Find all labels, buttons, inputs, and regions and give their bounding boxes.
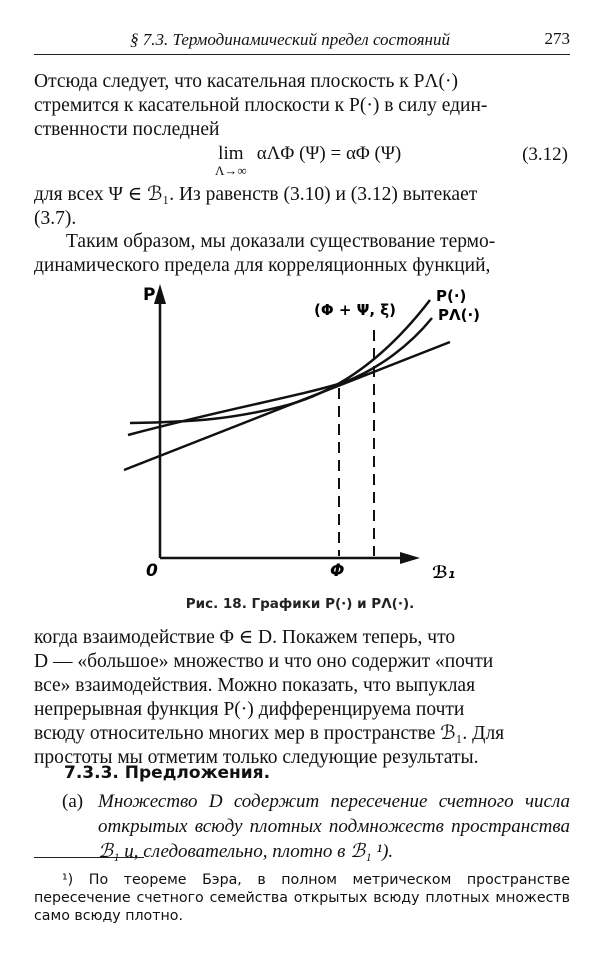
curve-p-lambda-label: PΛ(·) [438, 306, 481, 324]
footnote: ¹) По теореме Бэра, в полном метрическом пространстве пересечение счетного семейства открытых всюду плотных множеств само всюду плотно. [34, 872, 570, 924]
paragraph-1 [34, 70, 570, 142]
equation-number: (3.12) [522, 144, 568, 165]
section-title: 7.3.3. Предложения. [64, 763, 271, 783]
paragraph-4-line-4: непрерывная функция P(·) дифференцируема почти [34, 699, 465, 720]
phi-label: Φ [330, 561, 345, 581]
formula-lim-subscript: Λ→∞ [215, 163, 247, 178]
paragraph-4-line-5: всюду относительно многих мер в пространстве ℬ₁. Для [34, 723, 505, 744]
proposition-label: (а) [62, 791, 84, 812]
paragraph-4-line-2: D — «большое» множество и что оно содержит «почти [34, 651, 494, 672]
footnote-divider [34, 857, 144, 858]
running-head: § 7.3. Термодинамический предел состояний [130, 30, 450, 49]
x-axis-label: ℬ₁ [432, 563, 456, 583]
origin-label: 0 [146, 561, 158, 581]
paragraph-4 [34, 626, 570, 770]
paragraph-4-line-3: все» взаимодействия. Можно показать, что выпуклая [34, 675, 476, 696]
paragraph-4-line-6: простоты мы отметим только следующие результаты. [34, 747, 479, 768]
proposition-text: Множество D содержит пересечение счетного числа открытых всюду плотных подмножеств пространства ℬ₁ и, следовательно, плотно в ℬ₁ ¹). [98, 791, 570, 862]
paragraph-1-line-2: стремится к касательной плоскости к P(·) в силу един- [34, 95, 488, 116]
paragraph-2-line-2: (3.7). [34, 208, 77, 229]
x-axis-arrow [400, 552, 420, 564]
paragraph-1-line-3: ственности последней [34, 119, 220, 140]
paragraph-2-line-1: для всех Ψ ∈ ℬ₁. Из равенств (3.10) и (3.12) вытекает [34, 184, 478, 205]
y-axis-label: P [143, 285, 156, 305]
paragraph-1-line-1: Отсюда следует, что касательная плоскость к PΛ(·) [34, 71, 459, 92]
tangent-line [124, 342, 450, 470]
y-axis-arrow [154, 284, 166, 304]
paragraph-2 [34, 183, 570, 231]
curve-p-lambda [128, 318, 432, 435]
formula-body: αΛΦ (Ψ) = αΦ (Ψ) [256, 143, 402, 164]
point-label: (Φ + Ψ, ξ) [314, 301, 397, 319]
formula-3-12 [215, 143, 401, 177]
curve-p-label: P(·) [436, 287, 467, 305]
page-number: 273 [544, 29, 570, 48]
paragraph-3-line-1: Таким образом, мы доказали существование термо- [66, 231, 496, 252]
paragraph-4-line-1: когда взаимодействие Φ ∈ D. Покажем теперь, что [34, 627, 456, 648]
figure-18 [0, 270, 600, 590]
paragraph-3-line-2: динамического предела для корреляционных функций, [34, 255, 491, 276]
page-header [34, 26, 570, 55]
formula-lim [215, 143, 247, 177]
formula-lim-word: lim [218, 143, 244, 164]
proposition-a [62, 789, 570, 864]
figure-caption: Рис. 18. Графики P(·) и PΛ(·). [185, 596, 415, 612]
